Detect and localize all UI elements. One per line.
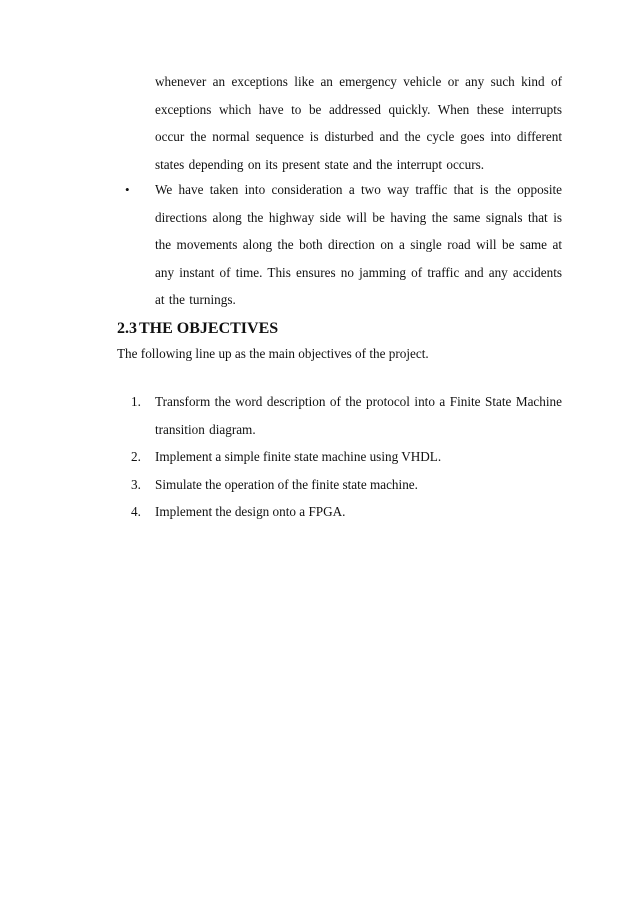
- objective-number: 4.: [131, 504, 141, 519]
- section-heading: [117, 319, 278, 339]
- continuation-paragraph: whenever an exceptions like an emergency vehicle or any such kind of exceptions which have to be addressed quickly. When these interrupts occur the normal sequence is disturbed and the cycle goes into different states depending on its present state and the interrupt occurs.: [155, 74, 562, 172]
- objective-item: [131, 471, 562, 499]
- objective-number: 3.: [131, 476, 141, 492]
- section-intro: The following line up as the main objectives of the project.: [117, 346, 429, 361]
- section-title: THE OBJECTIVES: [139, 320, 279, 337]
- objective-number: 2.: [131, 449, 141, 464]
- objective-text: Transform the word description of the protocol into a Finite State Machine transition diagram.: [155, 394, 562, 437]
- section-number: 2.3: [117, 320, 137, 337]
- objective-number: 1.: [131, 394, 141, 409]
- objective-text: Implement the design onto a FPGA.: [155, 504, 346, 519]
- objective-text: Implement a simple finite state machine using VHDL.: [155, 449, 442, 464]
- objective-text: Simulate the operation of the finite state machine.: [155, 476, 418, 492]
- objective-item: [131, 443, 562, 471]
- bullet-marker: •: [125, 182, 130, 197]
- objective-item: [131, 498, 562, 526]
- objectives-list: [131, 388, 562, 526]
- objective-item: [131, 388, 562, 443]
- bullet-text: We have taken into consideration a two way traffic that is the opposite directions along the highway side will be having the same signals that is the movements along the both direction on a single road will be same at any instant of time. This ensures no jamming of traffic and any accidents at the turnings.: [155, 182, 562, 307]
